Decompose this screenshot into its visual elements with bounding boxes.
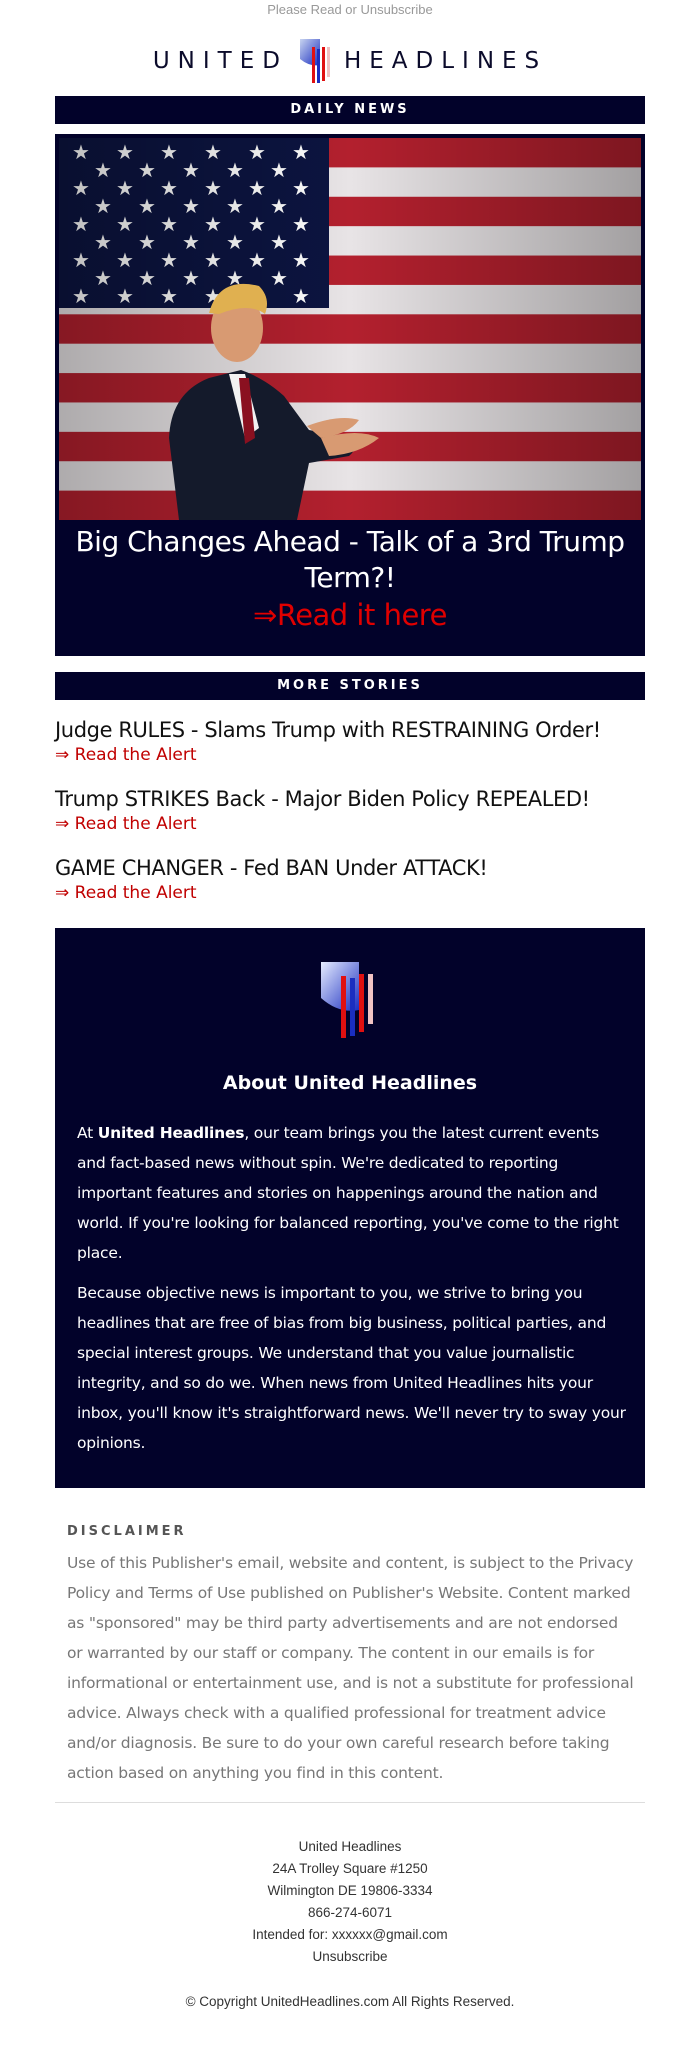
footer-intended: Intended for: xxxxxx@gmail.com <box>252 1927 448 1942</box>
disclaimer-text: Use of this Publisher's email, website and content, is subject to the Privacy Policy and Terms of Use published on Publisher's Website. Content marked as "sponsored" may be third party advertisements and are not endorsed or warranted by our staff or company. The content in our emails is for informational or entertainment use, and is not a substitute for professional advice. Always check with a qualified professional for treatment advice and/or diagnosis. Be sure to do your own careful research before taking action based on anything you find in this content. <box>67 1554 634 1782</box>
story-item[interactable] <box>55 785 655 835</box>
preheader-link[interactable]: Please Read or Unsubscribe <box>267 2 433 17</box>
footer-company: United Headlines <box>298 1839 402 1854</box>
brand-left-word: UNITED <box>152 48 288 74</box>
story-read-link[interactable]: ⇒ Read the Alert <box>55 883 197 903</box>
daily-news-bar: DAILY NEWS <box>55 96 645 124</box>
brand-logo[interactable] <box>0 36 700 86</box>
story-read-link[interactable]: ⇒ Read the Alert <box>55 745 197 765</box>
divider <box>55 1802 645 1803</box>
about-section <box>55 928 645 1488</box>
disclaimer-label: DISCLAIMER <box>67 1524 187 1539</box>
footer-address <box>0 1836 700 1968</box>
footer-address-line-2: Wilmington DE 19806-3334 <box>267 1883 433 1898</box>
hero-image[interactable] <box>59 138 641 520</box>
about-paragraph-1: At United Headlines, our team brings you the latest current events and fact-based news without spin. We're dedicated to reporting important features and stories on happenings around the nation and world. If you're looking for balanced reporting, you've come to the right place. <box>77 1124 619 1262</box>
featured-story[interactable] <box>55 134 645 656</box>
featured-read-link[interactable]: ⇒Read it here <box>253 598 447 632</box>
story-headline[interactable]: GAME CHANGER - Fed BAN Under ATTACK! <box>55 856 488 880</box>
unsubscribe-link[interactable]: Unsubscribe <box>312 1949 388 1964</box>
shield-logo-icon <box>317 958 383 1040</box>
about-title: About United Headlines <box>222 1072 478 1094</box>
story-headline[interactable]: Judge RULES - Slams Trump with RESTRAINING Order! <box>55 718 601 742</box>
about-paragraph-2: Because objective news is important to you, we strive to bring you headlines that are free of bias from big business, political parties, and special interest groups. We understand that you value journalistic integrity, and so do we. When news from United Headlines hits your inbox, you'll know it's straightforward news. We'll never try to sway your opinions. <box>77 1284 626 1452</box>
brand-right-word: HEADLINES <box>343 48 548 74</box>
shield-logo-icon <box>298 37 334 85</box>
story-item[interactable] <box>55 716 655 766</box>
flag-photo <box>59 138 641 520</box>
story-read-link[interactable]: ⇒ Read the Alert <box>55 814 197 834</box>
footer-phone: 866-274-6071 <box>307 1905 393 1920</box>
story-headline[interactable]: Trump STRIKES Back - Major Biden Policy REPEALED! <box>55 787 590 811</box>
featured-headline[interactable]: Big Changes Ahead - Talk of a 3rd Trump Term?! <box>75 525 625 594</box>
footer-address-line-1: 24A Trolley Square #1250 <box>272 1861 428 1876</box>
copyright: © Copyright UnitedHeadlines.com All Rights Reserved. <box>185 1994 515 2009</box>
story-item[interactable] <box>55 854 655 904</box>
more-stories-bar: MORE STORIES <box>55 672 645 700</box>
